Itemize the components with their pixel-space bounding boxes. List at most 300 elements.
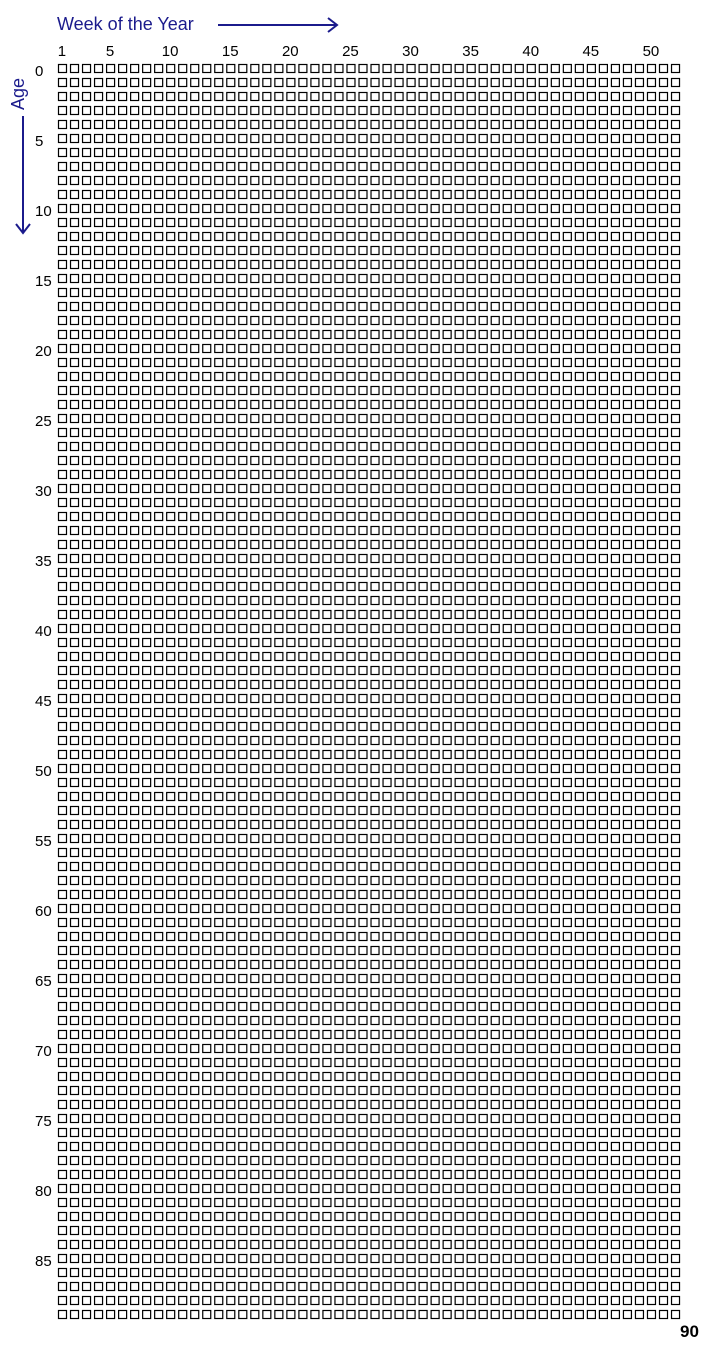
week-box	[419, 877, 427, 885]
week-box	[527, 877, 535, 885]
week-box	[131, 317, 139, 325]
week-box	[515, 989, 523, 997]
week-box	[539, 317, 547, 325]
week-box	[71, 1227, 79, 1235]
week-box	[155, 303, 163, 311]
week-box	[599, 555, 607, 563]
week-box	[587, 289, 595, 297]
week-box	[167, 345, 175, 353]
week-box	[107, 513, 115, 521]
week-box	[119, 569, 127, 577]
week-box	[599, 485, 607, 493]
week-box	[71, 205, 79, 213]
week-box	[299, 457, 307, 465]
week-box	[131, 793, 139, 801]
week-box	[83, 233, 91, 241]
week-box	[479, 1143, 487, 1151]
week-box	[131, 163, 139, 171]
week-box	[551, 1003, 559, 1011]
week-box	[503, 891, 511, 899]
week-box	[660, 737, 668, 745]
week-box	[107, 303, 115, 311]
week-box	[575, 1129, 583, 1137]
week-box	[515, 135, 523, 143]
week-box	[155, 1199, 163, 1207]
week-box	[251, 583, 259, 591]
week-box	[119, 135, 127, 143]
week-box	[83, 1157, 91, 1165]
week-box	[311, 723, 319, 731]
week-box	[611, 527, 619, 535]
week-box	[71, 947, 79, 955]
week-box	[672, 1087, 680, 1095]
week-box	[335, 1115, 343, 1123]
week-box	[239, 597, 247, 605]
week-box	[539, 709, 547, 717]
week-box	[431, 387, 439, 395]
week-box	[191, 471, 199, 479]
week-box	[263, 905, 271, 913]
week-box	[203, 1157, 211, 1165]
week-box	[107, 807, 115, 815]
week-box	[467, 513, 475, 521]
week-box	[371, 1185, 379, 1193]
week-box	[419, 1115, 427, 1123]
week-box	[431, 751, 439, 759]
week-box	[59, 289, 67, 297]
week-box	[203, 429, 211, 437]
week-box	[179, 849, 187, 857]
week-box	[131, 583, 139, 591]
week-box	[299, 1255, 307, 1263]
week-box	[287, 863, 295, 871]
week-box	[107, 121, 115, 129]
week-box	[347, 247, 355, 255]
week-box	[263, 1199, 271, 1207]
week-box	[527, 709, 535, 717]
week-box	[587, 751, 595, 759]
week-box	[599, 499, 607, 507]
week-box	[347, 485, 355, 493]
week-box	[263, 275, 271, 283]
week-box	[635, 121, 643, 129]
week-box	[203, 261, 211, 269]
week-box	[455, 1017, 463, 1025]
week-box	[431, 1115, 439, 1123]
week-box	[191, 919, 199, 927]
week-box	[515, 863, 523, 871]
x-tick-label: 30	[402, 43, 419, 60]
week-box	[539, 863, 547, 871]
week-box	[647, 541, 655, 549]
week-box	[59, 1213, 67, 1221]
week-box	[467, 79, 475, 87]
week-box	[551, 317, 559, 325]
week-box	[635, 1045, 643, 1053]
week-box	[383, 1087, 391, 1095]
week-box	[191, 1031, 199, 1039]
week-box	[323, 611, 331, 619]
week-box	[479, 191, 487, 199]
week-box	[179, 1297, 187, 1305]
week-box	[647, 639, 655, 647]
week-box	[647, 821, 655, 829]
week-box	[527, 751, 535, 759]
week-box	[660, 793, 668, 801]
week-box	[71, 1101, 79, 1109]
week-box	[95, 961, 103, 969]
week-box	[299, 135, 307, 143]
week-box	[491, 877, 499, 885]
week-box	[203, 1241, 211, 1249]
week-box	[635, 625, 643, 633]
week-box	[251, 261, 259, 269]
week-box	[263, 1045, 271, 1053]
week-box	[275, 1283, 283, 1291]
week-box	[287, 415, 295, 423]
week-box	[83, 191, 91, 199]
week-box	[623, 79, 631, 87]
week-box	[479, 1073, 487, 1081]
week-box	[611, 1283, 619, 1291]
week-box	[107, 695, 115, 703]
week-box	[455, 1129, 463, 1137]
week-box	[467, 1241, 475, 1249]
week-box	[527, 625, 535, 633]
week-box	[215, 1059, 223, 1067]
week-box	[263, 177, 271, 185]
week-box	[143, 1073, 151, 1081]
week-box	[311, 527, 319, 535]
week-box	[359, 947, 367, 955]
week-box	[239, 1297, 247, 1305]
week-box	[407, 261, 415, 269]
week-box	[647, 177, 655, 185]
week-box	[71, 177, 79, 185]
week-box	[395, 765, 403, 773]
week-box	[467, 289, 475, 297]
week-box	[515, 471, 523, 479]
week-box	[611, 191, 619, 199]
week-box	[263, 247, 271, 255]
week-box	[587, 1129, 595, 1137]
week-box	[527, 1157, 535, 1165]
week-box	[431, 219, 439, 227]
week-box	[635, 807, 643, 815]
week-box	[660, 177, 668, 185]
week-box	[395, 163, 403, 171]
week-box	[287, 695, 295, 703]
week-box	[239, 163, 247, 171]
week-box	[611, 1059, 619, 1067]
week-box	[407, 345, 415, 353]
week-box	[419, 947, 427, 955]
week-box	[551, 793, 559, 801]
week-box	[599, 65, 607, 73]
week-box	[287, 667, 295, 675]
week-box	[395, 1269, 403, 1277]
week-box	[551, 1185, 559, 1193]
week-box	[299, 1003, 307, 1011]
week-box	[623, 835, 631, 843]
week-box	[395, 807, 403, 815]
week-box	[383, 387, 391, 395]
week-box	[383, 1045, 391, 1053]
week-box	[407, 1003, 415, 1011]
week-box	[179, 989, 187, 997]
week-box	[203, 1031, 211, 1039]
week-box	[155, 275, 163, 283]
week-box	[431, 457, 439, 465]
week-box	[251, 331, 259, 339]
week-box	[59, 457, 67, 465]
week-box	[107, 443, 115, 451]
week-box	[383, 695, 391, 703]
week-box	[155, 569, 163, 577]
week-box	[227, 457, 235, 465]
week-box	[275, 443, 283, 451]
week-box	[239, 569, 247, 577]
week-box	[419, 219, 427, 227]
week-box	[239, 737, 247, 745]
week-box	[71, 933, 79, 941]
week-box	[143, 709, 151, 717]
week-box	[563, 1185, 571, 1193]
week-box	[611, 471, 619, 479]
week-box	[311, 877, 319, 885]
week-box	[215, 891, 223, 899]
week-box	[359, 415, 367, 423]
week-box	[383, 625, 391, 633]
week-box	[587, 1087, 595, 1095]
week-box	[395, 387, 403, 395]
week-box	[479, 499, 487, 507]
week-box	[407, 1283, 415, 1291]
week-box	[455, 331, 463, 339]
week-box	[575, 191, 583, 199]
week-box	[563, 107, 571, 115]
week-box	[227, 877, 235, 885]
week-box	[203, 205, 211, 213]
week-box	[563, 387, 571, 395]
week-box	[167, 1087, 175, 1095]
week-box	[131, 289, 139, 297]
week-box	[539, 79, 547, 87]
week-box	[323, 625, 331, 633]
week-box	[83, 821, 91, 829]
week-box	[407, 149, 415, 157]
week-box	[299, 485, 307, 493]
week-box	[443, 1045, 451, 1053]
week-box	[227, 429, 235, 437]
week-box	[179, 317, 187, 325]
week-box	[107, 793, 115, 801]
week-box	[383, 989, 391, 997]
week-box	[455, 989, 463, 997]
week-box	[323, 975, 331, 983]
week-box	[431, 849, 439, 857]
week-box	[371, 1269, 379, 1277]
week-box	[251, 373, 259, 381]
week-box	[107, 611, 115, 619]
week-box	[587, 583, 595, 591]
week-box	[215, 611, 223, 619]
week-box	[347, 1031, 355, 1039]
week-box	[155, 555, 163, 563]
week-box	[59, 1283, 67, 1291]
week-box	[215, 135, 223, 143]
week-box	[515, 877, 523, 885]
week-box	[660, 1241, 668, 1249]
week-box	[95, 359, 103, 367]
week-box	[239, 1185, 247, 1193]
week-box	[179, 93, 187, 101]
week-box	[59, 107, 67, 115]
week-box	[383, 807, 391, 815]
week-box	[191, 541, 199, 549]
week-box	[479, 555, 487, 563]
week-box	[335, 289, 343, 297]
week-box	[539, 499, 547, 507]
week-box	[527, 289, 535, 297]
week-box	[539, 513, 547, 521]
week-box	[431, 499, 439, 507]
week-box	[419, 401, 427, 409]
week-box	[107, 527, 115, 535]
week-box	[107, 1269, 115, 1277]
week-box	[443, 79, 451, 87]
week-box	[323, 317, 331, 325]
week-box	[299, 653, 307, 661]
week-box	[527, 821, 535, 829]
week-box	[539, 107, 547, 115]
week-box	[551, 79, 559, 87]
week-box	[539, 597, 547, 605]
week-box	[95, 163, 103, 171]
week-box	[131, 947, 139, 955]
week-box	[491, 961, 499, 969]
week-box	[419, 555, 427, 563]
week-box	[359, 1311, 367, 1319]
week-box	[371, 191, 379, 199]
week-box	[395, 135, 403, 143]
week-box	[167, 1283, 175, 1291]
week-box	[311, 1017, 319, 1025]
week-box	[323, 793, 331, 801]
week-box	[660, 275, 668, 283]
week-box	[179, 1129, 187, 1137]
week-box	[191, 79, 199, 87]
week-box	[419, 471, 427, 479]
week-box	[299, 219, 307, 227]
week-box	[191, 793, 199, 801]
week-box	[575, 835, 583, 843]
week-box	[395, 275, 403, 283]
week-box	[527, 373, 535, 381]
week-box	[215, 387, 223, 395]
week-box	[71, 79, 79, 87]
week-box	[395, 219, 403, 227]
week-box	[323, 667, 331, 675]
week-box	[611, 1213, 619, 1221]
week-box	[227, 541, 235, 549]
week-box	[239, 79, 247, 87]
week-box	[383, 793, 391, 801]
week-box	[443, 443, 451, 451]
week-box	[179, 527, 187, 535]
week-box	[359, 989, 367, 997]
week-box	[479, 933, 487, 941]
week-box	[335, 1045, 343, 1053]
week-box	[155, 149, 163, 157]
week-box	[467, 1297, 475, 1305]
week-box	[455, 387, 463, 395]
week-box	[551, 681, 559, 689]
week-box	[611, 1269, 619, 1277]
week-box	[563, 807, 571, 815]
week-box	[491, 625, 499, 633]
week-box	[419, 373, 427, 381]
week-box	[503, 863, 511, 871]
week-box	[395, 751, 403, 759]
week-box	[443, 947, 451, 955]
week-box	[491, 233, 499, 241]
week-box	[311, 289, 319, 297]
week-box	[107, 1185, 115, 1193]
week-box	[371, 835, 379, 843]
week-box	[203, 1297, 211, 1305]
week-box	[107, 765, 115, 773]
week-box	[371, 345, 379, 353]
week-box	[335, 149, 343, 157]
week-box	[623, 709, 631, 717]
week-box	[107, 65, 115, 73]
week-box	[335, 1269, 343, 1277]
week-box	[503, 919, 511, 927]
week-box	[251, 1241, 259, 1249]
week-box	[251, 933, 259, 941]
week-box	[191, 121, 199, 129]
week-box	[71, 723, 79, 731]
week-box	[323, 65, 331, 73]
week-box	[371, 1115, 379, 1123]
week-box	[539, 149, 547, 157]
week-box	[503, 1283, 511, 1291]
week-box	[275, 247, 283, 255]
week-box	[383, 611, 391, 619]
week-box	[431, 275, 439, 283]
week-box	[239, 1283, 247, 1291]
week-box	[599, 863, 607, 871]
week-box	[443, 835, 451, 843]
week-box	[107, 1045, 115, 1053]
week-box	[479, 373, 487, 381]
week-box	[131, 653, 139, 661]
week-box	[371, 947, 379, 955]
week-box	[515, 961, 523, 969]
week-box	[359, 569, 367, 577]
week-box	[347, 1283, 355, 1291]
week-box	[419, 863, 427, 871]
week-box	[551, 163, 559, 171]
week-box	[263, 751, 271, 759]
week-box	[347, 933, 355, 941]
week-box	[323, 1311, 331, 1319]
week-box	[191, 1227, 199, 1235]
week-box	[191, 835, 199, 843]
week-box	[155, 653, 163, 661]
week-box	[227, 1199, 235, 1207]
